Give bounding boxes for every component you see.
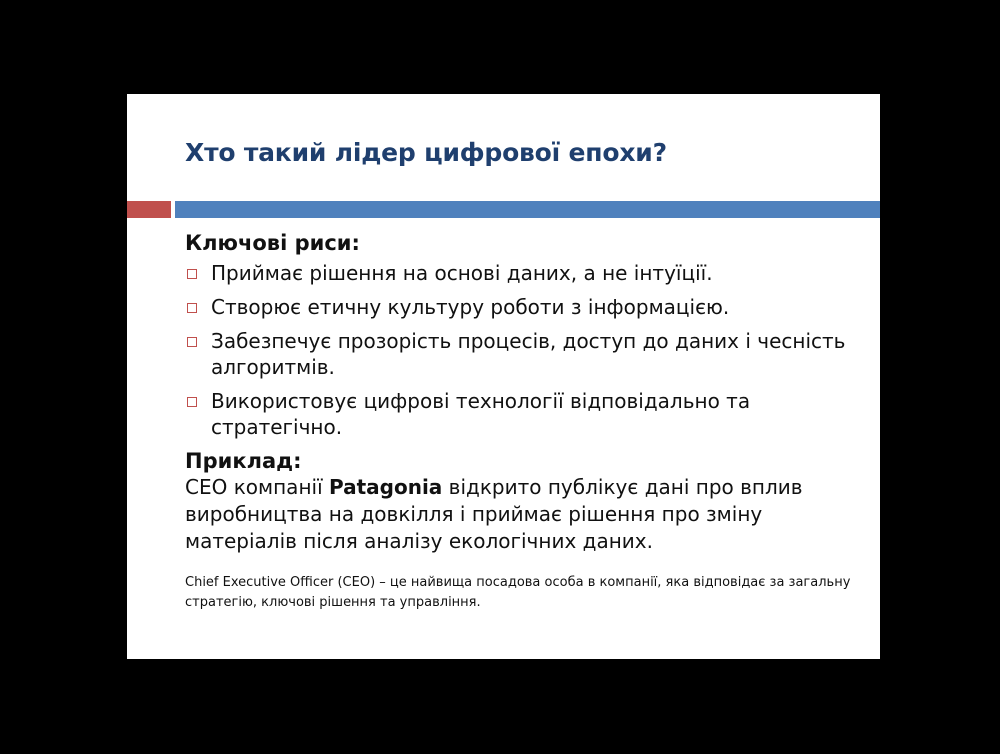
list-item-text: Створює етичну культуру роботи з інформацією. — [211, 295, 730, 319]
example-heading: Приклад: — [185, 449, 302, 473]
list-item — [185, 294, 865, 320]
hollow-square-bullet-icon — [187, 269, 197, 279]
title-underline-bar — [175, 201, 880, 218]
list-item — [185, 388, 865, 440]
list-item-text: Забезпечує прозорість процесів, доступ до даних і чесність алгоритмів. — [211, 329, 846, 379]
company-name: Patagonia — [328, 475, 443, 499]
slide-content — [185, 230, 865, 613]
list-item — [185, 260, 865, 286]
list-item-text: Використовує цифрові технології відповідально та стратегічно. — [211, 389, 751, 439]
list-item — [185, 328, 865, 380]
key-traits-list — [185, 260, 865, 440]
example-text-start: CEO компанії — [185, 475, 329, 499]
hollow-square-bullet-icon — [187, 337, 197, 347]
key-traits-heading: Ключові риси: — [185, 231, 360, 255]
ceo-footnote: Chief Executive Officer (CEO) – це найвища посадова особа в компанії, яка відповідає за загальну стратегію, ключові рішення та управління. — [185, 575, 851, 610]
title-accent-bar — [127, 201, 171, 218]
example-text-end: відкрито публікує дані про вплив виробництва на довкілля і приймає рішення про зміну матеріалів після аналізу екологічних даних. — [185, 475, 803, 553]
example-text — [185, 474, 865, 555]
hollow-square-bullet-icon — [187, 303, 197, 313]
list-item-text: Приймає рішення на основі даних, а не інтуїції. — [211, 261, 713, 285]
slide-title: Хто такий лідер цифрової епохи? — [185, 138, 667, 167]
presentation-slide — [127, 94, 880, 659]
hollow-square-bullet-icon — [187, 397, 197, 407]
